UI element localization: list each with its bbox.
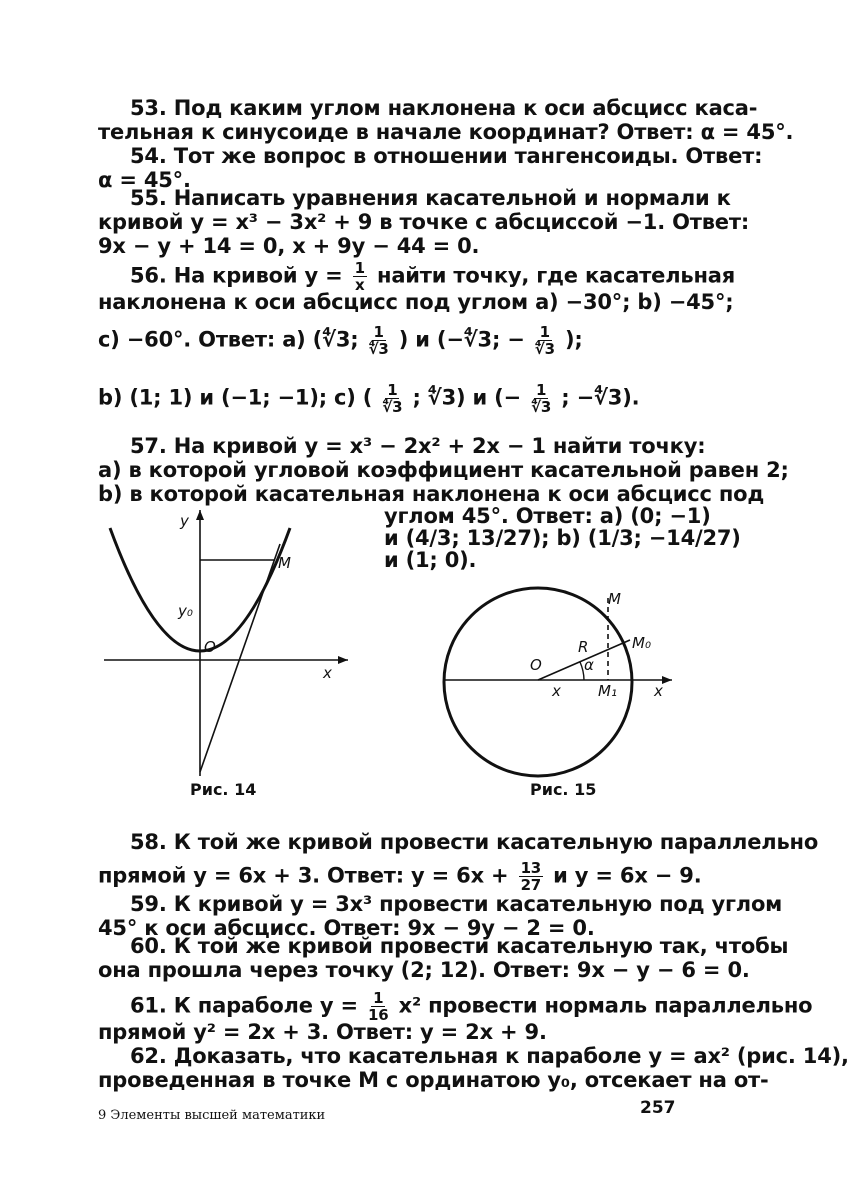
p61-l1-text-a: 61. К параболе y = bbox=[130, 993, 358, 1018]
problem-56-line-3 bbox=[98, 324, 676, 357]
fraction-numerator: 1 bbox=[539, 323, 550, 341]
fraction-13-over-27 bbox=[519, 860, 543, 893]
figure-14-parabola bbox=[98, 504, 358, 782]
problem-56-line-2: наклонена к оси абсцисс под углом a) −30°; b) −45°; bbox=[98, 290, 734, 314]
fraction-1-over-root3 bbox=[369, 324, 389, 357]
p58-l2-text-b: и y = 6x − 9. bbox=[553, 863, 702, 888]
problem-57-line-6: и (1; 0). bbox=[384, 548, 477, 572]
p56-l4-text-c: ; −∜3). bbox=[561, 385, 640, 410]
problem-59-line-2: 45° к оси абсцисс. Ответ: 9x − 9y − 2 = 0. bbox=[98, 916, 595, 940]
problem-59-line-1: 59. К кривой y = 3x³ провести касательную под углом bbox=[130, 892, 783, 916]
figure-15-circle bbox=[432, 582, 682, 778]
problem-57-line-2: a) в которой угловой коэффициент касательной равен 2; bbox=[98, 458, 789, 482]
p56-l3-text-a: c) −60°. Ответ: a) (∜3; bbox=[98, 327, 359, 352]
fraction-numerator: 1 bbox=[373, 989, 384, 1007]
p56-l1-text-a: 56. На кривой y = bbox=[130, 263, 343, 288]
fig15-label-m: M bbox=[608, 590, 621, 608]
fraction-denominator: 27 bbox=[520, 876, 542, 894]
problem-54-line-1: 54. Тот же вопрос в отношении тангенсоиды. Ответ: bbox=[130, 144, 763, 168]
fig15-label-m1: M₁ bbox=[598, 682, 617, 700]
fig14-label-o: O bbox=[204, 638, 216, 656]
problem-61-line-1 bbox=[130, 989, 813, 1024]
problem-57-line-3: b) в которой касательная наклонена к оси абсцисс под bbox=[98, 482, 765, 506]
fraction-numerator: 13 bbox=[520, 859, 542, 877]
fraction-denominator: 16 bbox=[368, 1006, 389, 1024]
fraction-denominator: ∜3 bbox=[531, 398, 552, 416]
problem-62-line-1: 62. Доказать, что касательная к параболе y = ax² (рис. 14), bbox=[130, 1044, 849, 1068]
problem-55-line-3: 9x − y + 14 = 0, x + 9y − 44 = 0. bbox=[98, 234, 480, 258]
problem-53-line-1: 53. Под каким углом наклонена к оси абсцисс каса- bbox=[130, 96, 758, 120]
fraction-1-over-16 bbox=[368, 990, 388, 1023]
fig14-label-m: M bbox=[278, 554, 291, 572]
fig14-label-y0: y₀ bbox=[178, 602, 193, 620]
problem-56-line-4 bbox=[98, 382, 676, 415]
problem-60-line-2: она прошла через точку (2; 12). Ответ: 9x − y − 6 = 0. bbox=[98, 958, 750, 982]
fig15-label-r: R bbox=[578, 638, 589, 656]
problem-62-line-2: проведенная в точке M с ординатою y₀, отсекает на от- bbox=[98, 1068, 769, 1092]
p56-l3-text-c: ); bbox=[564, 327, 583, 352]
fig14-label-y: y bbox=[180, 512, 189, 530]
fraction-1-over-root3 bbox=[535, 324, 555, 357]
problem-54-line-2: α = 45°. bbox=[98, 168, 191, 192]
p56-l4-text-b: ; ∜3) и (− bbox=[412, 385, 521, 410]
footer-section-title: 9 Элементы высшей математики bbox=[98, 1108, 326, 1123]
problem-56-line-1 bbox=[130, 259, 736, 294]
p56-l1-text-b: найти точку, где касательная bbox=[377, 263, 736, 288]
p56-l4-text-a: b) (1; 1) и (−1; −1); c) ( bbox=[98, 385, 373, 410]
fraction-denominator: ∜3 bbox=[382, 398, 403, 416]
problem-55-line-1: 55. Написать уравнения касательной и нормали к bbox=[130, 186, 731, 210]
fraction-denominator: ∜3 bbox=[368, 340, 389, 358]
problem-57-line-4: углом 45°. Ответ: a) (0; −1) bbox=[384, 504, 711, 528]
figure-14-caption: Рис. 14 bbox=[190, 780, 257, 799]
problem-53-line-2: тельная к синусоиде в начале координат? Ответ: α = 45°. bbox=[98, 120, 794, 144]
fig15-x-arrow bbox=[662, 676, 672, 684]
problem-61-line-2: прямой y² = 2x + 3. Ответ: y = 2x + 9. bbox=[98, 1020, 547, 1044]
fraction-numerator: 1 bbox=[373, 323, 384, 341]
fig14-x-arrow bbox=[338, 656, 348, 664]
figure-15-caption: Рис. 15 bbox=[530, 780, 597, 799]
fig14-tangent-line bbox=[200, 544, 280, 772]
fraction-1-over-root3 bbox=[382, 382, 402, 415]
fig15-label-m0: M₀ bbox=[632, 634, 651, 652]
fraction-1-over-root3 bbox=[531, 382, 551, 415]
fig15-label-x-axis: x bbox=[654, 682, 663, 700]
fraction-denominator: x bbox=[355, 276, 365, 294]
fraction-denominator: ∜3 bbox=[534, 340, 555, 358]
fig15-label-alpha: α bbox=[584, 656, 594, 674]
fig15-label-x-point: x bbox=[552, 682, 561, 700]
fraction-numerator: 1 bbox=[354, 259, 365, 277]
fraction-numerator: 1 bbox=[387, 381, 398, 399]
fraction-1-over-x bbox=[353, 260, 367, 293]
page-number: 257 bbox=[640, 1098, 676, 1118]
fig15-label-o: O bbox=[530, 656, 542, 674]
problem-58-line-1: 58. К той же кривой провести касательную параллельно bbox=[130, 830, 819, 854]
p58-l2-text-a: прямой y = 6x + 3. Ответ: y = 6x + bbox=[98, 863, 509, 888]
fig14-label-x: x bbox=[323, 664, 332, 682]
problem-57-line-1: 57. На кривой y = x³ − 2x² + 2x − 1 найти точку: bbox=[130, 434, 706, 458]
problem-55-line-2: кривой y = x³ − 3x² + 9 в точке с абсциссой −1. Ответ: bbox=[98, 210, 750, 234]
p56-l3-text-b: ) и (−∜3; − bbox=[398, 327, 525, 352]
fig14-y-arrow bbox=[196, 510, 204, 520]
problem-60-line-1: 60. К той же кривой провести касательную так, чтобы bbox=[130, 934, 789, 958]
p61-l1-text-b: x² провести нормаль параллельно bbox=[398, 993, 813, 1018]
fraction-numerator: 1 bbox=[535, 381, 547, 399]
problem-57-line-5: и (4/3; 13/27); b) (1/3; −14/27) bbox=[384, 526, 741, 550]
problem-58-line-2 bbox=[98, 859, 702, 894]
